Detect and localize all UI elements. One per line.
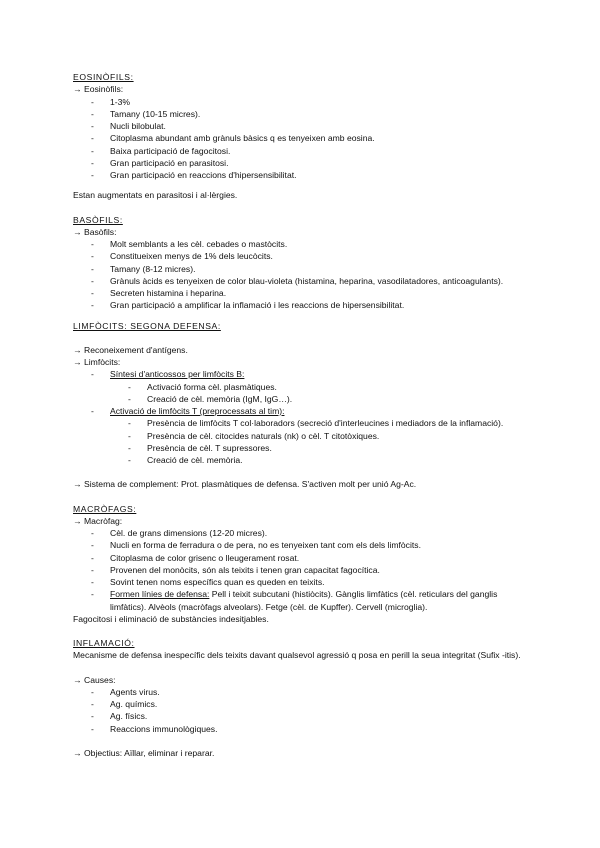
list-item: - Ag. químics.: [91, 699, 158, 709]
list-item: - Nucli bilobulat.: [91, 121, 166, 131]
document-page: [73, 71, 533, 759]
list-item: - Activació forma cèl. plasmàtiques.: [128, 381, 277, 392]
list-item: - Provenen del monòcits, són als teixits i tenen gran capacitat fagocítica.: [91, 564, 380, 575]
list-item: - 1-3%: [91, 96, 131, 107]
macrofags-note: Fagocitosi i eliminació de substàncies indesitjables.: [73, 613, 269, 624]
list-item: - Grànuls àcids es tenyeixen de color blau-violeta (histamina, heparina, vasodilatadores, anticoagulants).: [91, 275, 504, 286]
defense-lines-label: Formen línies de defensa:: [110, 589, 210, 600]
list-item: - Sovint tenen noms específics quan es queden en teixits.: [91, 577, 325, 587]
list-item: - Creació de cèl. memòria (IgM, IgG…).: [128, 393, 293, 404]
list-item: - Tamany (8-12 micres).: [91, 263, 196, 274]
list-item: - Reaccions immunològiques.: [91, 723, 218, 734]
list-item: - Creació de cèl. memòria.: [128, 455, 243, 465]
list-item: - Tamany (10-15 micres).: [91, 108, 201, 119]
causes-list: [73, 686, 533, 735]
section-heading-eosinofils: EOSINÒFILS:: [73, 72, 134, 82]
list-item: - Citoplasma de color grisenc o lleugerament rosat.: [91, 552, 300, 563]
list-item: - Constitueixen menys de 1% dels leucòcits.: [91, 251, 273, 262]
list-item: - Secreten histamina i heparina.: [91, 288, 227, 298]
basofils-intro: → Basòfils:: [73, 226, 117, 237]
complement-system: → Sistema de complement: Prot. plasmàtiques de defensa. S'activen molt per unió Ag-Ac.: [73, 479, 417, 490]
eosinofils-intro: → Eosinòfils:: [73, 84, 124, 95]
limfocits-t-subheading: - Activació de limfòcits T (preprocessats al tim):: [91, 406, 285, 416]
list-item: - Formen línies de defensa: Pell i teixit subcutani (histiòcits). Gànglis limfàtics (cèl. reticulars del ganglis limfàtics). Alvèols (macròfags alveolars). Fetge (cèl. de Kupffer). Cervell (microglia).: [91, 589, 498, 612]
list-item: - Molt semblants a les cèl. cebades o mastòcits.: [91, 239, 288, 249]
basofils-list: [73, 238, 533, 312]
list-item: - Ag. físics.: [91, 711, 148, 722]
inflamacio-definition: Mecanisme de defensa inespecífic dels teixits davant qualsevol agressió q posa en perill la seua integritat (Sufix -itis).: [73, 650, 521, 661]
list-item: - Agents virus.: [91, 686, 160, 697]
list-item: - Gran participació en parasitosi.: [91, 157, 229, 168]
limfocits-b-subheading: - Síntesi d'anticossos per limfòcits B:: [91, 369, 245, 380]
list-item: - Citoplasma abundant amb grànuls bàsics q es tenyeixen amb eosina.: [91, 133, 375, 144]
defense-lines-text: Pell i teixit subcutani (histiòcits). Gànglis limfàtics (cèl. reticulars del ganglis limfàtics). Alvèols (macròfags alveolars). Fetge (cèl. de Kupffer). Cervell (microglia).: [110, 589, 498, 612]
list-item: - Baixa participació de fagocitosi.: [91, 145, 231, 156]
list-item: - Presència de limfòcits T col·laboradors (secreció d'interleucines i mediadors de la inflamació).: [128, 418, 504, 429]
eosinofils-list: [73, 96, 533, 182]
section-heading-inflamacio: INFLAMACIÓ:: [73, 638, 135, 648]
limfocits-antigens: → Reconeixement d'antígens.: [73, 344, 188, 355]
section-heading-limfocits: LIMFÒCITS: SEGONA DEFENSA:: [73, 320, 221, 331]
list-item: - Presència de cèl. citocides naturals (nk) o cèl. T citotòxiques.: [128, 430, 380, 441]
list-item: - Gran participació en reaccions d'hipersensibilitat.: [91, 170, 297, 180]
list-item: - Presència de cèl. T supressores.: [128, 442, 272, 453]
list-item: - Cèl. de grans dimensions (12-20 micres).: [91, 528, 268, 538]
objectives: → Objectius: Aïllar, eliminar i reparar.: [73, 747, 215, 758]
section-heading-basofils: BASÒFILS:: [73, 214, 123, 225]
section-heading-macrofags: MACRÒFAGS:: [73, 503, 137, 514]
eosinofils-note: Estan augmentats en parasitosi i al·lèrgies.: [73, 190, 238, 201]
limfocits-intro: → Limfòcits:: [73, 357, 121, 367]
causes-intro: → Causes:: [73, 674, 116, 685]
list-item: - Gran participació a amplificar la inflamació i les reaccions de hipersensibilitat.: [91, 300, 405, 311]
macrofags-list: [73, 527, 533, 613]
list-item: - Nucli en forma de ferradura o de pera, no es tenyeixen tant com els dels limfòcits.: [91, 540, 421, 551]
macrofags-intro: → Macròfag:: [73, 515, 123, 526]
